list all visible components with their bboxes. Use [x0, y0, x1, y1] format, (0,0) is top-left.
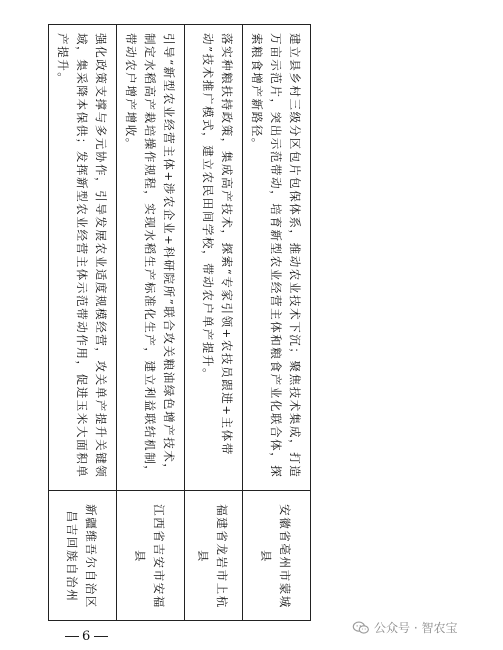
rotated-table-container	[56, 24, 311, 620]
wechat-icon	[352, 621, 370, 635]
content-cell: 建立县乡村三级分区包片包保体系，推动农业技术下沉；聚焦技术集成，打造万亩示范片，突出示范带动，培育新型农业经营主体和粮食产业化联合体，探索粮食增产新路径。	[243, 25, 311, 491]
dash-right	[94, 636, 108, 638]
region-cell: 江西省吉安市安福县	[117, 491, 185, 621]
table-canvas	[56, 24, 311, 620]
table-row	[243, 25, 311, 621]
content-cell: 落实种粮扶持政策，集成高产技术，探索“专家引领+农技员跟进+主体带动”技术推广模式，建立农民田间学校，带动农户单产提升。	[185, 25, 243, 491]
page-number	[62, 629, 111, 644]
region-cell: 安徽省亳州市蒙城县	[243, 491, 311, 621]
table-row	[185, 25, 243, 621]
content-cell: 引导“新型农业经营主体+涉农企业+科研院所”联合攻关粮油绿色增产技术，制定水稻高产栽培操作规程，实现水稻生产标准化生产，建立利益联结机制，带动农户增产增收。	[117, 25, 185, 491]
page-number-value: 6	[82, 629, 92, 644]
content-cell: 强化政策支撑与多元协作，引导发展农业适度规模经营，攻关单产提升关键领域，集采降本保供；发挥新型农业经营主体示范带动作用，促进玉米大面积单产提升。	[49, 25, 117, 491]
table-row	[117, 25, 185, 621]
watermark-text: 公众号 · 智农宝	[374, 621, 458, 635]
table-row	[49, 25, 117, 621]
watermark	[352, 619, 457, 636]
policy-table	[48, 24, 311, 621]
region-cell: 福建省龙岩市上杭县	[185, 491, 243, 621]
dash-left	[65, 636, 79, 638]
region-cell: 新疆维吾尔自治区昌吉回族自治州	[49, 491, 117, 621]
